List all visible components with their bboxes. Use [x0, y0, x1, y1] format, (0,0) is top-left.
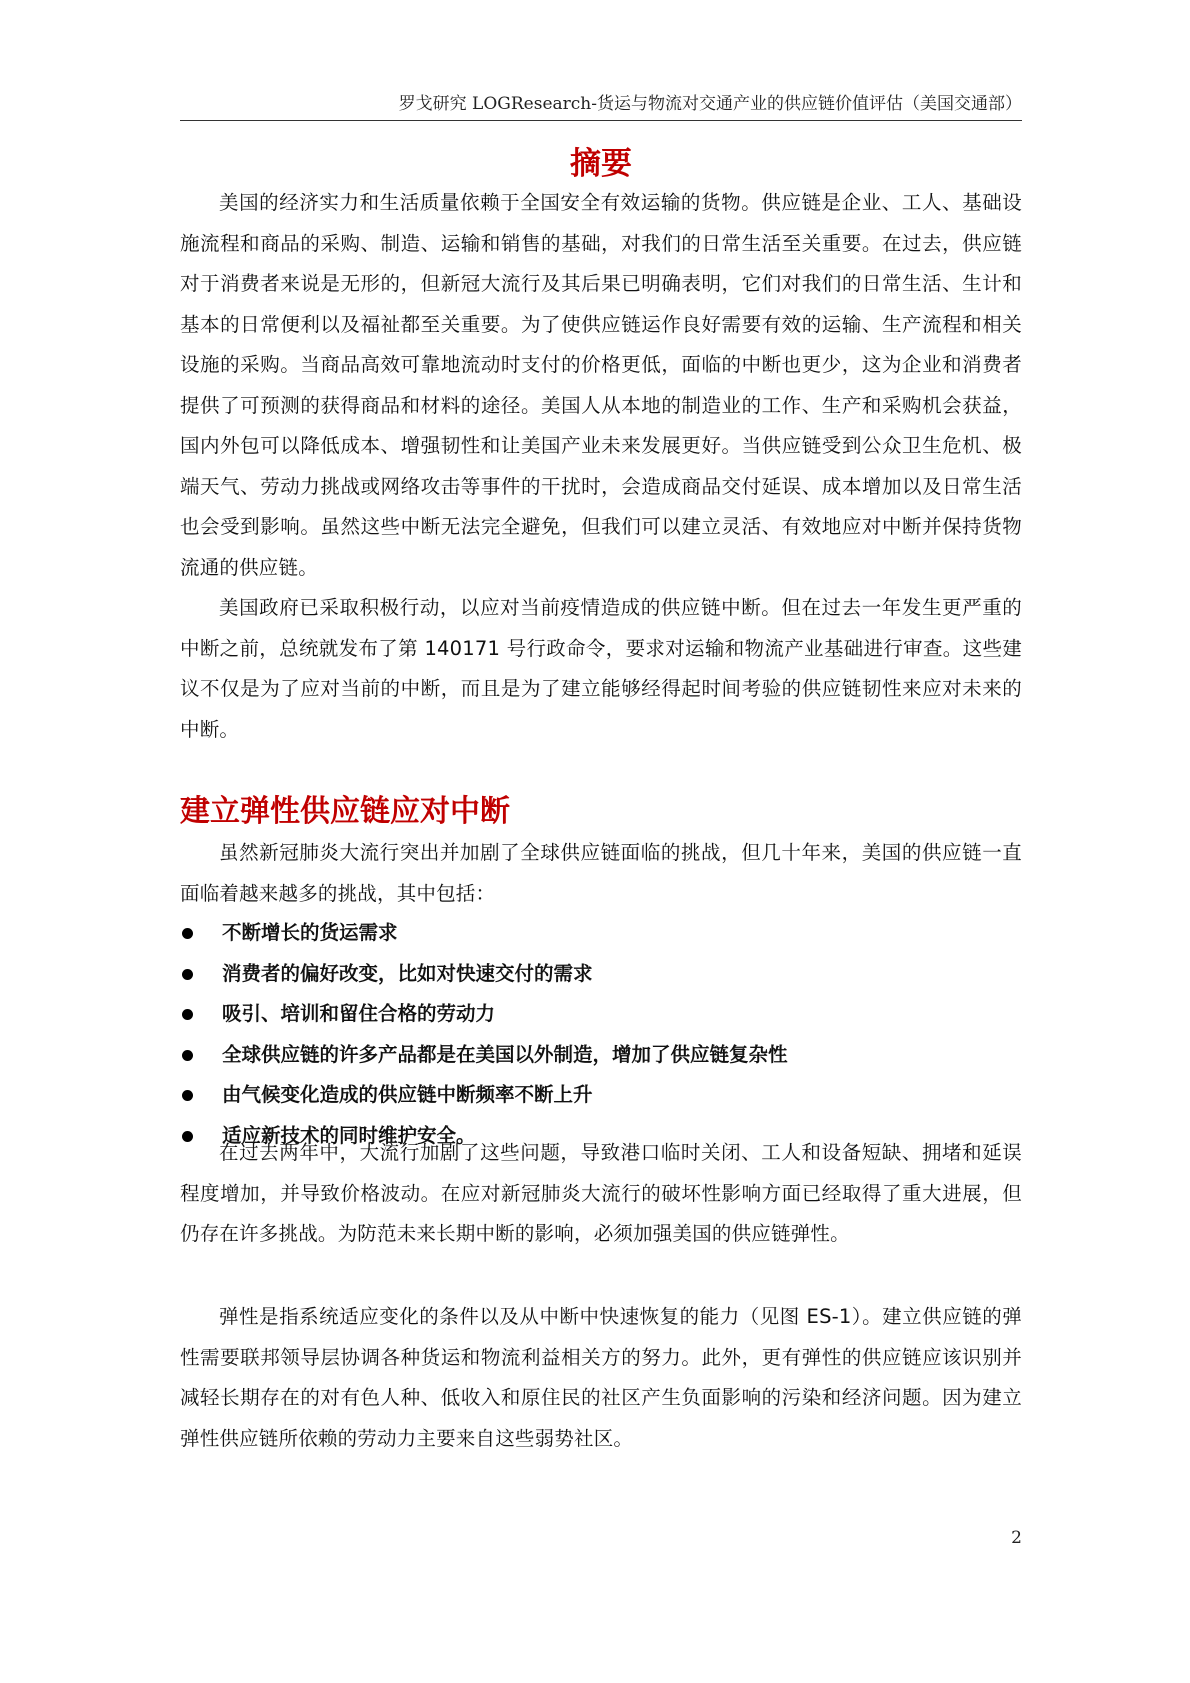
summary-section — [180, 183, 1022, 750]
running-header: 罗戈研究 LOGResearch-货运与物流对交通产业的供应链价值评估（美国交通部） — [398, 94, 1022, 114]
section-intro-block — [180, 833, 1022, 914]
page-number: 2 — [1011, 1528, 1022, 1548]
bullet-icon — [182, 928, 193, 939]
section-paragraph-3-block — [180, 1297, 1022, 1459]
summary-paragraph-1: 美国的经济实力和生活质量依赖于全国安全有效运输的货物。供应链是企业、工人、基础设施流程和商品的采购、制造、运输和销售的基础，对我们的日常生活至关重要。在过去，供应链对于消费者来说是无形的，但新冠大流行及其后果已明确表明，它们对我们的日常生活、生计和基本的日常便利以及福祉都至关重要。为了使供应链运作良好需要有效的运输、生产流程和相关设施的采购。当商品高效可靠地流动时支付的价格更低，面临的中断也更少，这为企业和消费者提供了可预测的获得商品和材料的途径。美国人从本地的制造业的工作、生产和采购机会获益，国内外包可以降低成本、增强韧性和让美国产业未来发展更好。当供应链受到公众卫生危机、极端天气、劳动力挑战或网络攻击等事件的干扰时，会造成商品交付延误、成本增加以及日常生活也会受到影响。虽然这些中断无法完全避免，但我们可以建立灵活、有效地应对中断并保持货物流通的供应链。 — [180, 191, 1022, 579]
list-item — [180, 1035, 1022, 1076]
list-item-text: 吸引、培训和留住合格的劳动力 — [222, 1002, 496, 1025]
list-item-text: 适应新技术的同时维护安全。 — [222, 1123, 476, 1147]
list-item — [180, 994, 1022, 1035]
list-item-text: 全球供应链的许多产品都是在美国以外制造，增加了供应链复杂性 — [222, 1042, 788, 1066]
section-heading: 建立弹性供应链应对中断 — [180, 794, 510, 829]
list-item-text: 消费者的偏好改变，比如对快速交付的需求 — [222, 961, 593, 985]
page-title: 摘要 — [570, 146, 632, 182]
list-item — [180, 1075, 1022, 1116]
summary-paragraph-2: 美国政府已采取积极行动，以应对当前疫情造成的供应链中断。但在过去一年发生更严重的中断之前，总统就发布了第 140171 号行政命令，要求对运输和物流产业基础进行审查。这些建议不仅是为了应对当前的中断，而且是为了建立能够经得起时间考验的供应链韧性来应对未来的中断。 — [180, 596, 1022, 741]
bullet-icon — [182, 1090, 193, 1101]
section-paragraph-2-block — [180, 1133, 1022, 1255]
list-item-text: 由气候变化造成的供应链中断频率不断上升 — [222, 1083, 593, 1106]
section-paragraph-3: 弹性是指系统适应变化的条件以及从中断中快速恢复的能力（见图 ES-1）。建立供应链的弹性需要联邦领导层协调各种货运和物流利益相关方的努力。此外，更有弹性的供应链应该识别并减轻长期存在的对有色人种、低收入和原住民的社区产生负面影响的污染和经济问题。因为建立弹性供应链所依赖的劳动力主要来自这些弱势社区。 — [180, 1305, 1022, 1450]
bullet-icon — [182, 1009, 193, 1020]
list-item — [180, 913, 1022, 954]
section-paragraph-2: 在过去两年中，大流行加剧了这些问题，导致港口临时关闭、工人和设备短缺、拥堵和延误程度增加，并导致价格波动。在应对新冠肺炎大流行的破坏性影响方面已经取得了重大进展，但仍存在许多挑战。为防范未来长期中断的影响，必须加强美国的供应链弹性。 — [180, 1141, 1022, 1245]
list-item — [180, 954, 1022, 995]
header-divider — [180, 120, 1022, 121]
bullet-icon — [182, 1050, 193, 1061]
section-intro-paragraph: 虽然新冠肺炎大流行突出并加剧了全球供应链面临的挑战，但几十年来，美国的供应链一直面临着越来越多的挑战，其中包括： — [180, 841, 1022, 905]
challenge-list — [180, 913, 1022, 1156]
list-item-text: 不断增长的货运需求 — [222, 921, 398, 944]
bullet-icon — [182, 969, 193, 980]
